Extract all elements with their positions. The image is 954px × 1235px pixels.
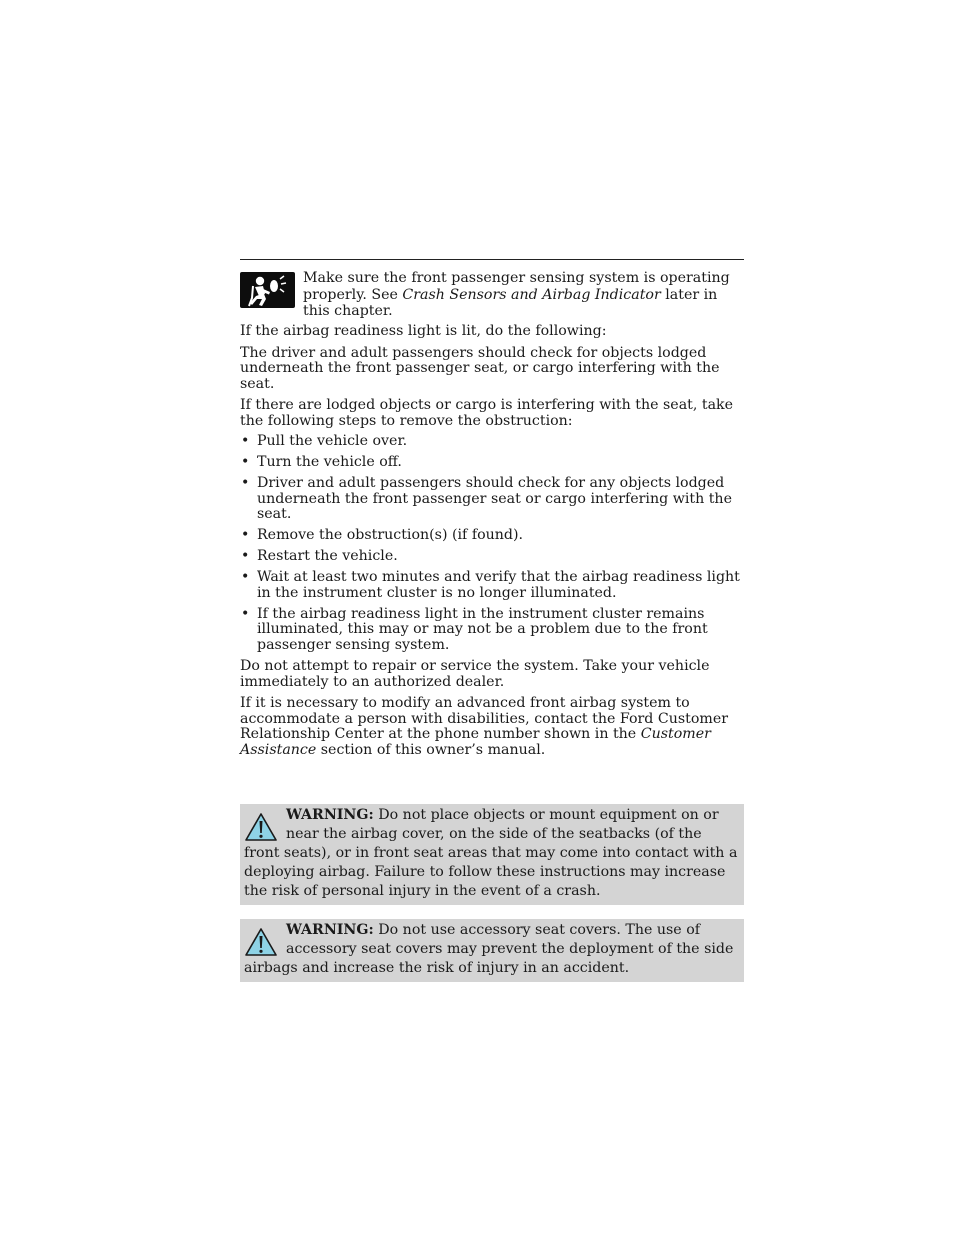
notice-text-end: later in this chapter.	[303, 286, 718, 319]
list-item	[240, 528, 744, 544]
warning-label: WARNING:	[286, 922, 374, 938]
list-item	[240, 549, 744, 565]
list-item	[240, 476, 744, 523]
bullet: •	[241, 433, 250, 449]
crash-sensors-reference: Crash Sensors and Airbag Indicator	[402, 286, 661, 303]
bullet: •	[241, 605, 250, 622]
modify-text-start: If it is necessary to modify an advanced front airbag system to accommodate a person with disabilities, contact the Ford Customer Relationship Center at the phone number shown in the	[240, 695, 729, 742]
airbag-passenger-icon	[240, 272, 295, 308]
list-item	[240, 434, 744, 450]
list-item	[240, 455, 744, 471]
notice-text	[303, 270, 744, 320]
warning-triangle-icon	[244, 927, 278, 957]
manual-page	[240, 259, 744, 982]
warning-message: Do not place objects or mount equipment on or near the airbag cover, on the side of the seatbacks (of the front seats), or in front seat areas that may come into contact with a deploying airbag. Failure to follow these instructions may increase the risk of personal injury in the event of a crash.	[244, 807, 738, 899]
obstruction-paragraph: If there are lodged objects or cargo is interfering with the seat, take the following steps to remove the obstruction:	[240, 397, 734, 429]
repair-paragraph: Do not attempt to repair or service the system. Take your vehicle immediately to an authorized dealer.	[240, 658, 710, 690]
warning-message: Do not use accessory seat covers. The use of accessory seat covers may prevent the deployment of the side airbags and increase the risk of injury in an accident.	[244, 922, 734, 976]
modify-text-end: section of this owner’s manual.	[316, 741, 546, 758]
top-rule	[240, 259, 744, 260]
step-text: If the airbag readiness light in the instrument cluster remains illuminated, this may or may not be a problem due to the front passenger sensing system.	[257, 605, 708, 653]
step-text: Driver and adult passengers should check for any objects lodged underneath the front passenger seat or cargo interfering with the seat.	[257, 475, 732, 522]
check-objects-paragraph: The driver and adult passengers should check for objects lodged underneath the front passenger seat, or cargo interfering with the seat.	[240, 344, 720, 392]
step-text: Wait at least two minutes and verify that the airbag readiness light in the instrument cluster is no longer illuminated.	[257, 569, 740, 601]
warning-triangle-icon	[244, 812, 278, 842]
warning-text	[244, 806, 739, 901]
bullet: •	[241, 527, 250, 543]
bullet: •	[241, 475, 250, 491]
list-item	[240, 607, 744, 654]
notice-text-start: Make sure the front passenger sensing system is operating properly. See	[303, 270, 730, 303]
list-item	[240, 570, 744, 601]
customer-assistance-reference: Customer Assistance	[240, 726, 711, 758]
warning-label: WARNING:	[286, 807, 374, 823]
step-text: Restart the vehicle.	[257, 548, 398, 564]
warning-box-objects	[240, 804, 744, 905]
obstruction-steps-list	[240, 434, 744, 653]
bullet: •	[241, 569, 250, 585]
passenger-sensing-notice	[240, 270, 744, 322]
modify-airbag-paragraph	[240, 696, 744, 758]
intro-paragraph: If the airbag readiness light is lit, do the following:	[240, 323, 607, 339]
warning-text	[244, 921, 739, 978]
step-text: Remove the obstruction(s) (if found).	[257, 527, 524, 543]
step-text: Turn the vehicle off.	[257, 454, 402, 470]
bullet: •	[241, 454, 250, 470]
step-text: Pull the vehicle over.	[257, 433, 408, 449]
bullet: •	[241, 548, 250, 564]
warning-box-seat-covers	[240, 919, 744, 982]
